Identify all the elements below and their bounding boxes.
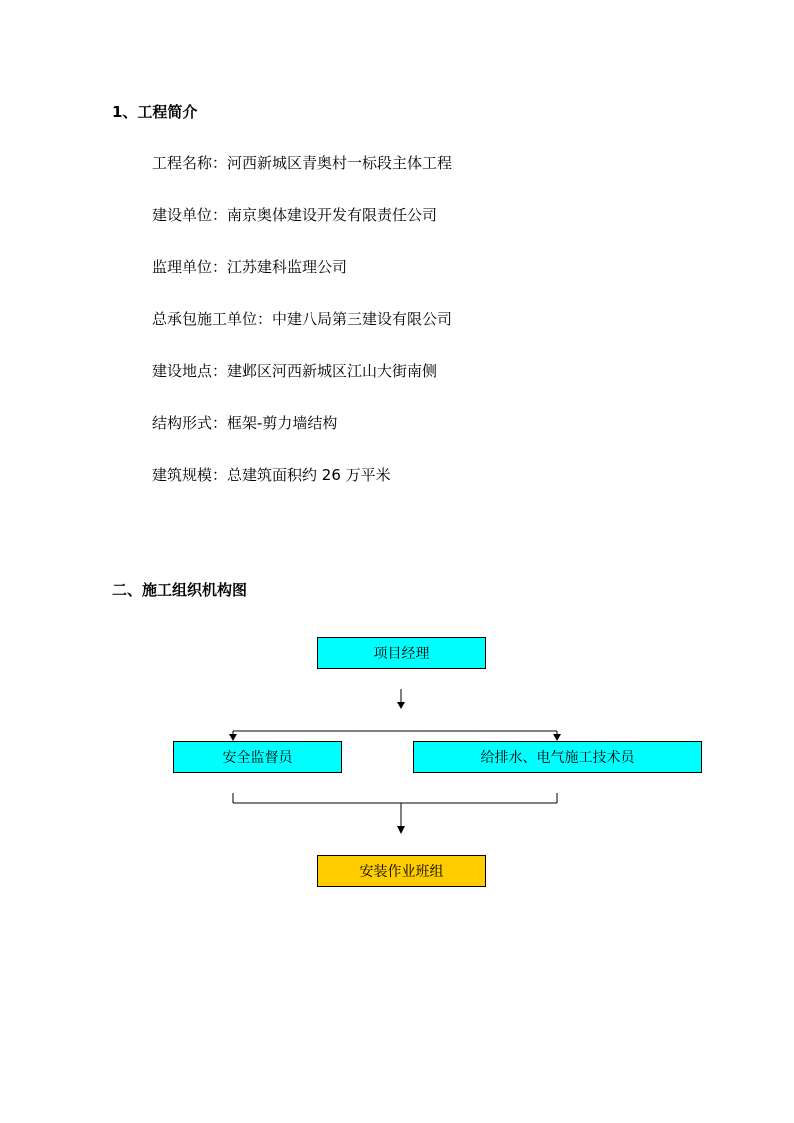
general-contractor-line: 总承包施工单位：中建八局第三建设有限公司	[152, 310, 453, 328]
installation-team-box: 安装作业班组	[317, 855, 486, 887]
section-2-heading: 二、施工组织机构图	[112, 581, 248, 599]
plumbing-electrical-technician-box: 给排水、电气施工技术员	[413, 741, 702, 773]
construction-unit-line: 建设单位：南京奥体建设开发有限责任公司	[152, 206, 438, 224]
project-manager-box: 项目经理	[317, 637, 486, 669]
construction-site-line: 建设地点：建邺区河西新城区江山大街南侧	[152, 362, 438, 380]
project-name-line: 工程名称：河西新城区青奥村一标段主体工程	[152, 154, 453, 172]
structure-type-line: 结构形式：框架-剪力墙结构	[152, 414, 338, 432]
arrowhead-left	[229, 734, 237, 741]
building-scale-line: 建筑规模：总建筑面积约 26 万平米	[152, 466, 391, 484]
arrowhead-top	[397, 702, 405, 709]
arrowhead-right	[553, 734, 561, 741]
arrowhead-bottom	[397, 826, 405, 834]
supervision-unit-line: 监理单位：江苏建科监理公司	[152, 258, 348, 276]
safety-supervisor-box: 安全监督员	[173, 741, 342, 773]
section-1-heading: 1、工程简介	[112, 103, 198, 121]
